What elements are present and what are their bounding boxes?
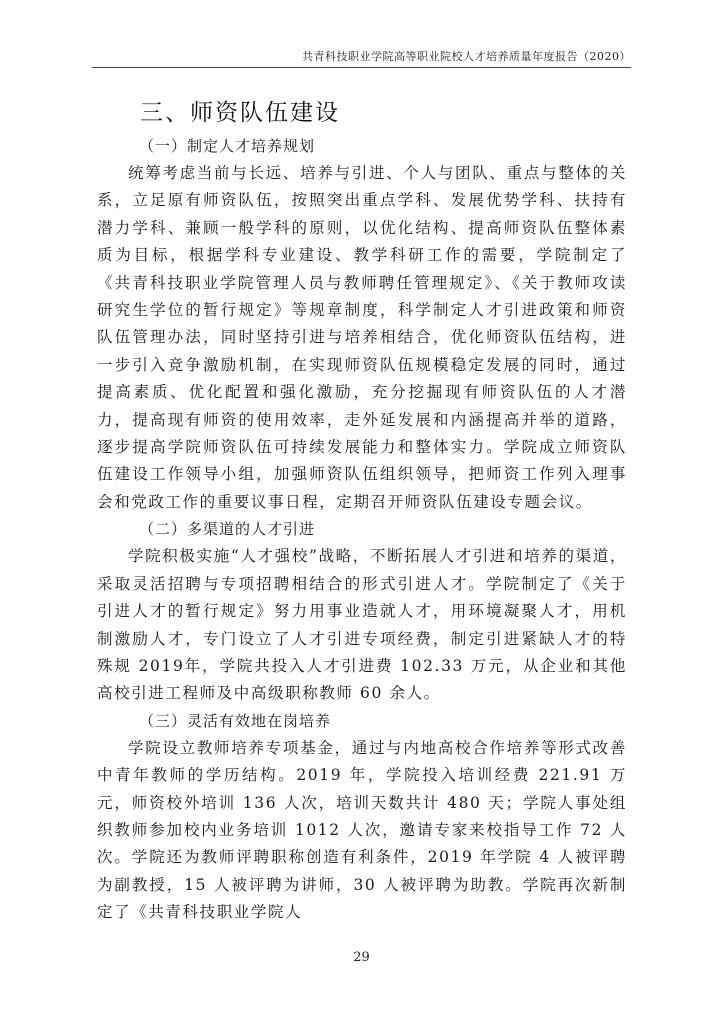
subsection-heading: （一）制定人才培养规划 — [139, 137, 316, 155]
subsection-heading: （二）多渠道的人才引进 — [139, 520, 316, 539]
page-number: 29 — [353, 950, 370, 965]
paragraph: 学院积极实施“人才强校”战略，不断拓展人才引进和培养的渠道，采取灵活招聘与专项招聘相结合的形式引进人才。学院制定了《关于引进人才的暂行规定》努力用事业造就人才，用环境凝聚人才，用机制激励人才，专门设立了人才引进专项经费，制定引进紧缺人才的特殊规 2019年，学院共投入人才引进费 102.33 万元，从企业和其他高校引进工程师及中高级职称教师 60 余人。 — [97, 547, 627, 703]
subsection-heading: （三）灵活有效地在岗培养 — [139, 711, 332, 730]
header-rule — [92, 67, 631, 68]
paragraph: 统筹考虑当前与长远、培养与引进、个人与团队、重点与整体的关系，立足原有师资队伍，按照突出重点学科、发展优势学科、扶持有潜力学科、兼顾一般学科的原则，以优化结构、提高师资队伍整体素质为目标，根据学科专业建设、教学科研工作的需要，学院制定了《共青科技职业学院管理人员与教师聘任管理规定》、《关于教师攻读研究生学位的暂行规定》等规章制度，科学制定人才引进政策和师资队伍管理办法，同时坚持引进与培养相结合，优化师资队伍结构，进一步引入竞争激励机制，在实现师资队伍规模稳定发展的同时，通过提高素质、优化配置和强化激励，充分挖掘现有师资队伍的人才潜力，提高现有师资的使用效率，走外延发展和内涵提高并举的道路，逐步提高学院师资队伍可持续发展能力和整体实力。学院成立师资队伍建设工作领导小组，加强师资队伍组织领导，把师资工作列入理事会和党政工作的重要议事日程，定期召开师资队伍建设专题会议。 — [97, 164, 627, 511]
body-text — [97, 133, 627, 927]
section-title: 三、师资队伍建设 — [140, 100, 340, 126]
paragraph: 学院设立教师培养专项基金，通过与内地高校合作培养等形式改善中青年教师的学历结构。2019 年，学院投入培训经费 221.91 万元，师资校外培训 136 人次，培训天数共计 480 天；学院人事处组织教师参加校内业务培训 1012 人次，邀请专家来校指导工作 72 人次。学院还为教师评聘职称创造有利条件，2019 年学院 4 人被评聘为副教授，15 人被评聘为讲师，30 人被评聘为助教。学院再次新制定了《共青科技职业学院人 — [97, 738, 627, 922]
running-header: 共青科技职业学院高等职业院校人才培养质量年度报告（2020） — [302, 50, 631, 63]
